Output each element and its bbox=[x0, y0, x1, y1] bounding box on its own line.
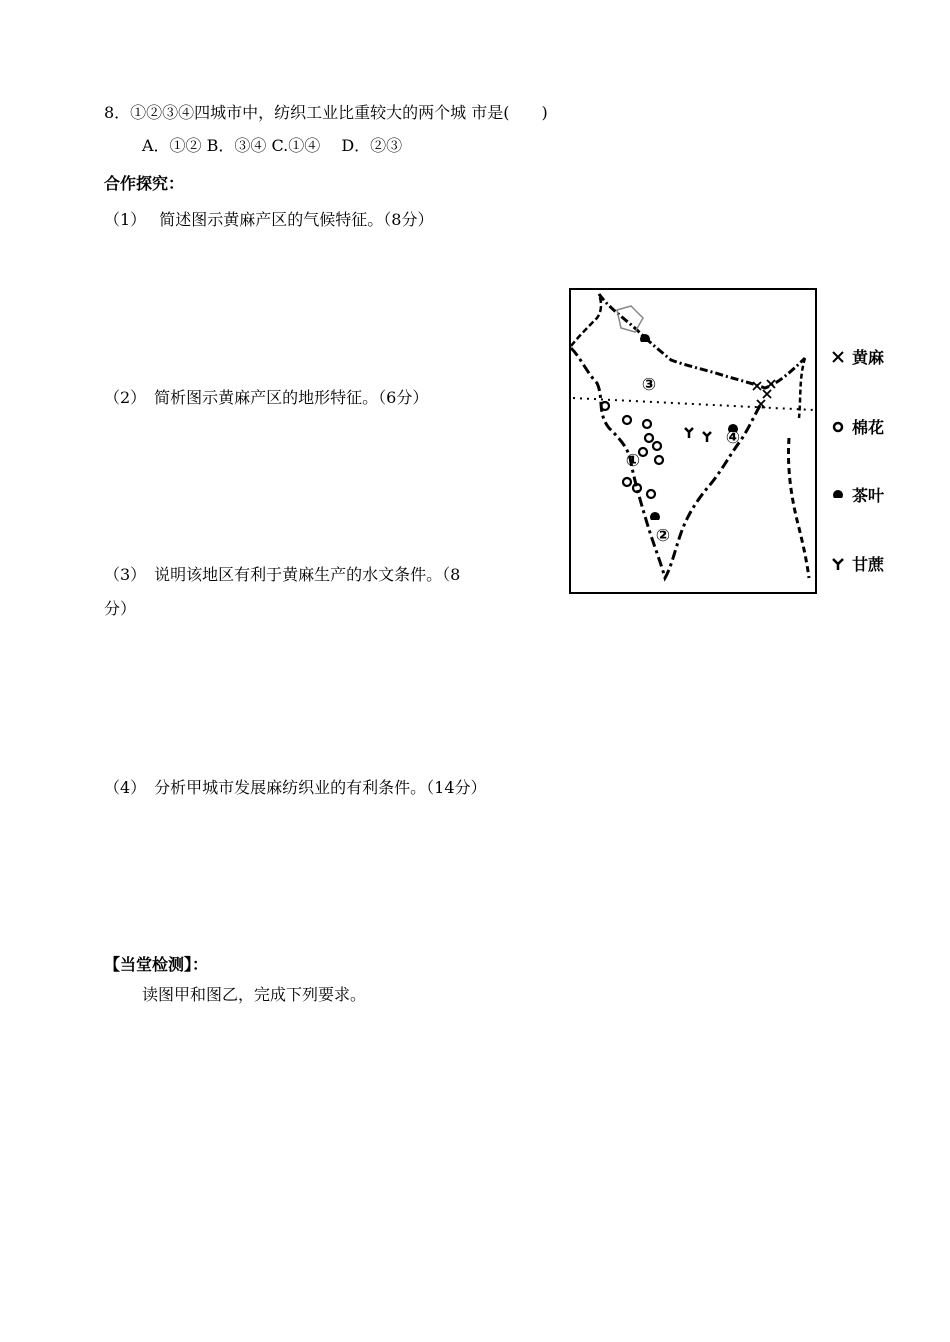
question-3-line-1: （3） 说明该地区有利于黄麻生产的水文条件。（8 bbox=[104, 565, 461, 584]
legend-item-jute bbox=[830, 345, 884, 367]
legend-label-sugarcane: 甘蔗 bbox=[852, 554, 885, 574]
tea-icon bbox=[830, 486, 846, 502]
city-marker-4: ④ bbox=[725, 428, 741, 448]
question-3-line-2: 分） bbox=[104, 599, 137, 618]
check-heading: 【当堂检测】： bbox=[104, 955, 209, 974]
legend-item-cotton bbox=[830, 415, 884, 437]
legend-label-tea: 茶叶 bbox=[852, 485, 885, 505]
question-4: （4） 分析甲城市发展麻纺织业的有利条件。（14分） bbox=[104, 778, 487, 797]
city-marker-1: ① bbox=[625, 451, 641, 471]
map-legend bbox=[830, 345, 910, 585]
legend-label-jute: 黄麻 bbox=[852, 347, 885, 367]
check-instruction: 读图甲和图乙，完成下列要求。 bbox=[142, 985, 367, 1004]
city-marker-2: ② bbox=[655, 526, 671, 546]
question-1: （1） 简述图示黄麻产区的气候特征。（8分） bbox=[104, 210, 434, 229]
question-8-stem: 8．①②③④四城市中，纺织工业比重较大的两个城 市是( ) bbox=[104, 103, 548, 122]
sugarcane-icon bbox=[830, 555, 846, 571]
jute-icon bbox=[830, 348, 846, 364]
question-8-options: A．①② B．③④ C.①④ D．②③ bbox=[142, 136, 403, 155]
legend-label-cotton: 棉花 bbox=[852, 417, 885, 437]
cooperative-heading: 合作探究： bbox=[104, 174, 185, 193]
map-frame bbox=[570, 289, 816, 593]
cotton-icon bbox=[830, 418, 846, 434]
question-2: （2） 简析图示黄麻产区的地形特征。（6分） bbox=[104, 388, 429, 407]
legend-item-sugarcane bbox=[830, 552, 884, 574]
south-asia-crop-map bbox=[569, 288, 817, 594]
legend-item-tea bbox=[830, 483, 884, 505]
city-marker-3: ③ bbox=[641, 375, 657, 395]
